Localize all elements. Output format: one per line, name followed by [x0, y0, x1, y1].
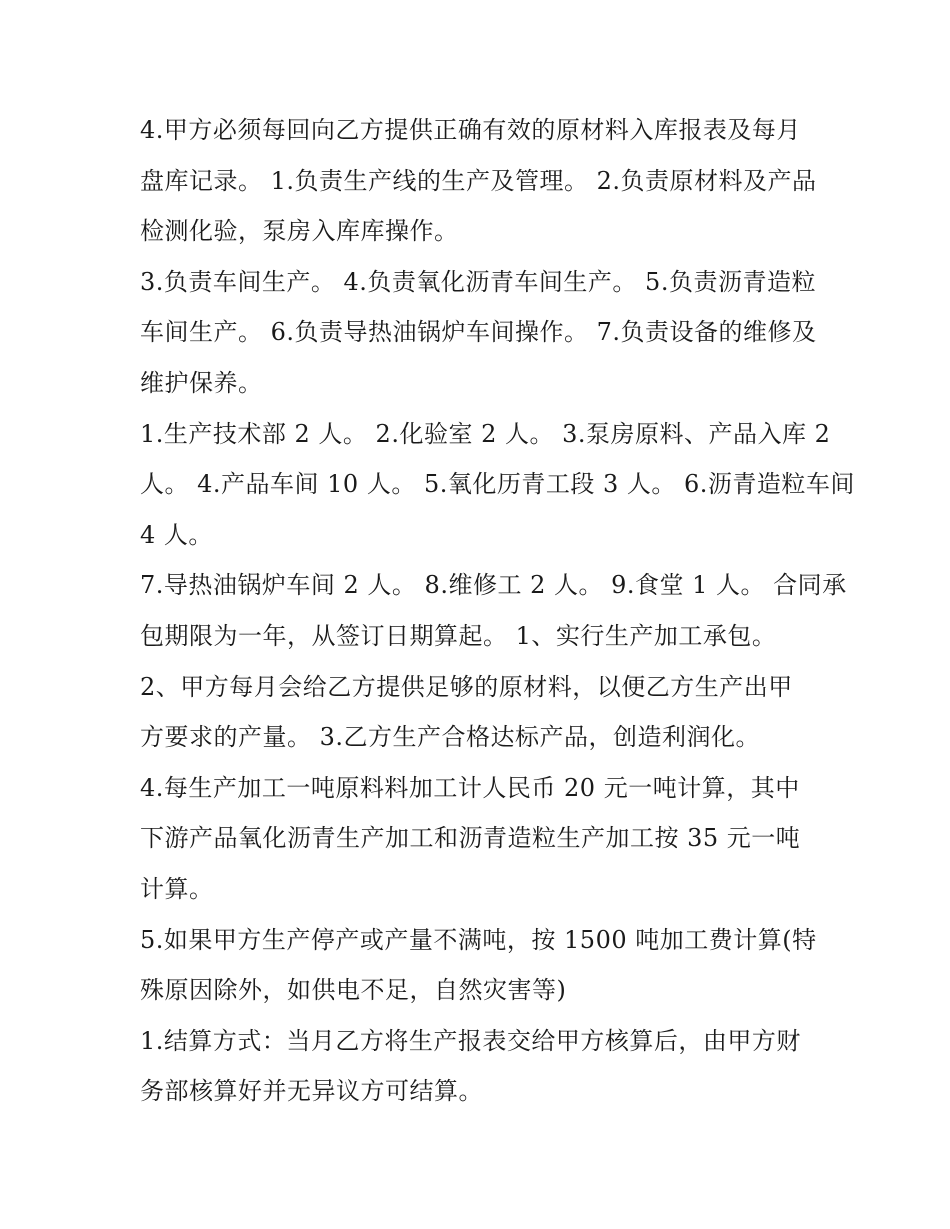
- text-line: 4 人。: [140, 520, 213, 549]
- text-line: 1.结算方式：当月乙方将生产报表交给甲方核算后，由甲方财: [140, 1026, 801, 1055]
- text-line: 包期限为一年，从签订日期算起。 1、实行生产加工承包。: [140, 622, 777, 650]
- text-line: 3.负责车间生产。 4.负责氧化沥青车间生产。 5.负责沥青造粒: [140, 267, 816, 296]
- text-line: 下游产品氧化沥青生产加工和沥青造粒生产加工按 35 元一吨: [140, 824, 801, 853]
- text-line: 5.如果甲方生产停产或产量不满吨，按 1500 吨加工费计算(特: [140, 925, 817, 954]
- text-line: 1.生产技术部 2 人。 2.化验室 2 人。 3.泵房原料、产品入库 2: [140, 419, 831, 448]
- text-line: 维护保养。: [140, 369, 263, 397]
- text-line: 4.甲方必须每回向乙方提供正确有效的原材料入库报表及每月: [140, 116, 801, 144]
- text-line: 检测化验，泵房入库库操作。: [140, 217, 459, 246]
- text-line: 2、甲方每月会给乙方提供足够的原材料，以便乙方生产出甲: [140, 672, 793, 701]
- text-line: 人。 4.产品车间 10 人。 5.氧化历青工段 3 人。 6.沥青造粒车间: [140, 470, 855, 499]
- text-line: 7.导热油锅炉车间 2 人。 8.维修工 2 人。 9.食堂 1 人。 合同承: [140, 571, 847, 600]
- text-line: 计算。: [140, 875, 214, 903]
- text-line: 方要求的产量。 3.乙方生产合格达标产品，创造利润化。: [140, 723, 761, 752]
- text-line: 车间生产。 6.负责导热油锅炉车间操作。 7.负责设备的维修及: [140, 318, 817, 347]
- text-line: 务部核算好并无异议方可结算。: [140, 1077, 483, 1106]
- text-line: 4.每生产加工一吨原料料加工计人民币 20 元一吨计算，其中: [140, 773, 800, 802]
- text-line: 殊原因除外，如供电不足，自然灾害等): [140, 976, 567, 1005]
- text-line: 盘库记录。 1.负责生产线的生产及管理。 2.负责原材料及产品: [140, 166, 817, 195]
